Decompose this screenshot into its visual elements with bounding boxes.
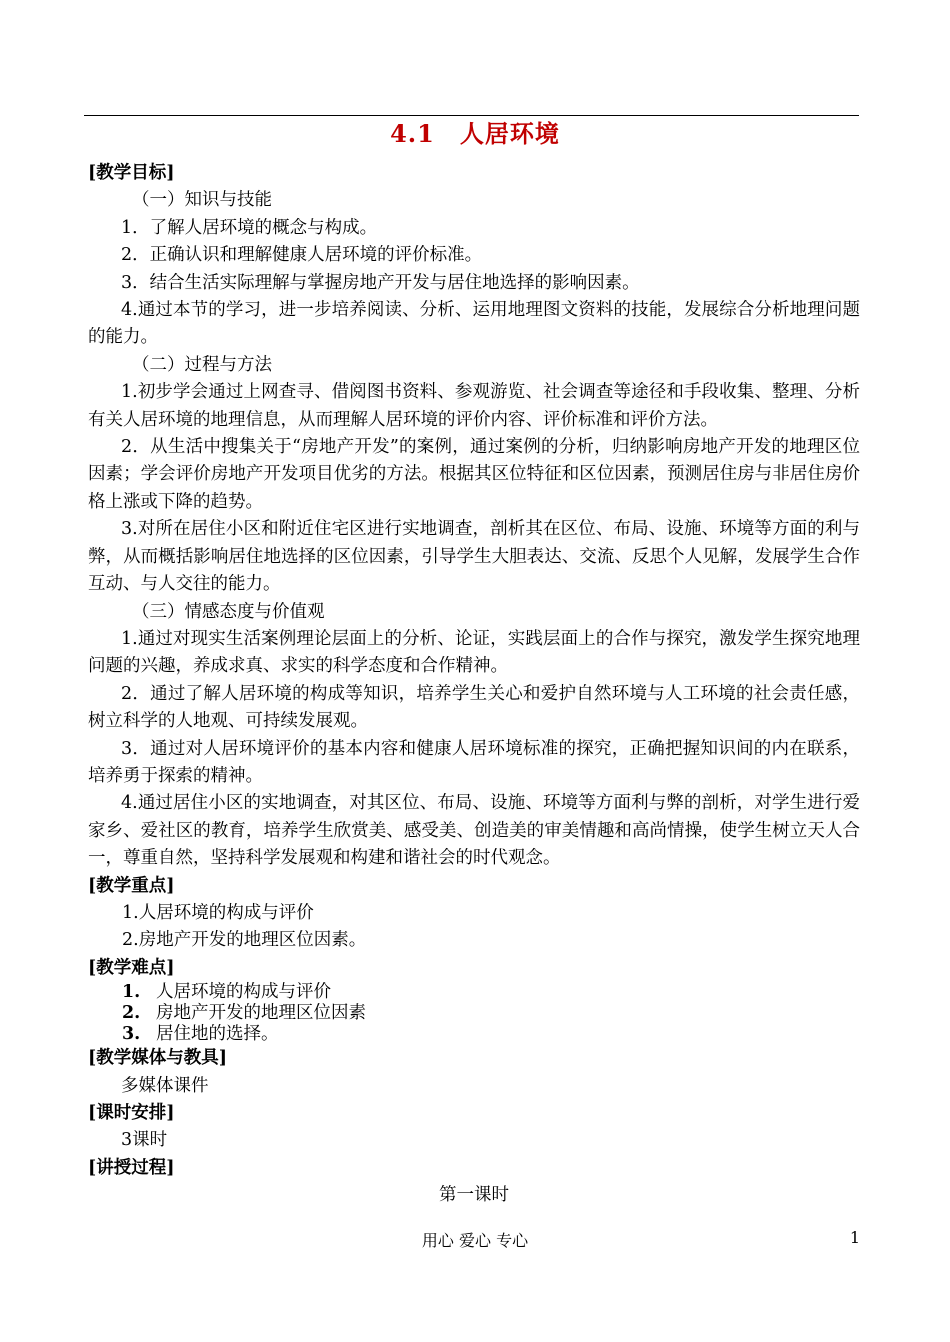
key-point-item: 2.房地产开发的地理区位因素。 (122, 930, 367, 951)
paragraph: 1.初步学会通过上网查寻、借阅图书资料、参观游览、社会调查等途径和手段收集、整理、分析有关人居环境的地理信息，从而理解人居环境的评价内容、评价标准和评价方法。 (88, 382, 860, 430)
difficulty-list (88, 982, 860, 1045)
key-point-item: 1.人居环境的构成与评价 (122, 902, 314, 923)
media-value: 多媒体课件 (121, 1075, 209, 1096)
footer-motto: 用心 爱心 专心 (421, 1231, 529, 1250)
section-heading-media: [教学媒体与教具] (88, 1048, 228, 1069)
list-item: 3. 居住地的选择。 (122, 1024, 279, 1045)
paragraph: 2．通过了解人居环境的构成等知识，培养学生关心和爱护自然环境与人工环境的社会责任感，树立科学的人地观、可持续发展观。 (88, 683, 860, 732)
paragraph: 3．结合生活实际理解与掌握房地产开发与居住地选择的影响因素。 (121, 272, 640, 293)
section-heading-goals: [教学目标] (88, 163, 175, 183)
subheading-attitude: （三）情感态度与价值观 (132, 601, 325, 622)
section-heading-hours: [课时安排] (88, 1103, 175, 1123)
subheading-knowledge: （一）知识与技能 (132, 190, 272, 211)
subheading-process: （二）过程与方法 (132, 354, 272, 375)
session-label: 第一课时 (439, 1185, 509, 1206)
hours-value: 3课时 (121, 1130, 168, 1151)
paragraph: 3．通过对人居环境评价的基本内容和健康人居环境标准的探究，正确把握知识间的内在联系，培养勇于探索的精神。 (88, 738, 860, 786)
page-title: 4.1 人居环境 (390, 119, 560, 148)
list-item: 1. 人居环境的构成与评价 (122, 982, 331, 1003)
paragraph: 3.对所在居住小区和附近住宅区进行实地调查，剖析其在区位、布局、设施、环境等方面的利与弊，从而概括影响居住地选择的区位因素，引导学生大胆表达、交流、反思个人见解，发展学生合作互动、与人交往的能力。 (88, 519, 860, 595)
paragraph: 1.通过对现实生活案例理论层面上的分析、论证，实践层面上的合作与探究，激发学生探究地理问题的兴趣，养成求真、求实的科学态度和合作精神。 (88, 628, 860, 677)
paragraph: 4.通过本节的学习，进一步培养阅读、分析、运用地理图文资料的技能，发展综合分析地理问题的能力。 (88, 300, 860, 348)
header-rule (84, 115, 859, 116)
section-heading-key: [教学重点] (88, 875, 175, 896)
page-number: 1 (849, 1228, 860, 1247)
paragraph: 2．从生活中搜集关于“房地产开发”的案例，通过案例的分析，归纳影响房地产开发的地理区位因素；学会评价房地产开发项目优劣的方法。根据其区位特征和区位因素，预测居住房与非居住房价格上涨或下降的趋势。 (88, 437, 860, 512)
lesson-content (88, 160, 860, 1210)
list-item: 2. 房地产开发的地理区位因素 (122, 1003, 366, 1024)
paragraph: 2．正确认识和理解健康人居环境的评价标准。 (121, 245, 483, 266)
section-heading-process: [讲授过程] (88, 1157, 175, 1178)
paragraph: 4.通过居住小区的实地调查，对其区位、布局、设施、环境等方面利与弊的剖析，对学生进行爱家乡、爱社区的教育，培养学生欣赏美、感受美、创造美的审美情趣和高尚情操，使学生树立天人合一，尊重自然，坚持科学发展观和构建和谐社会的时代观念。 (88, 793, 860, 869)
paragraph: 1．了解人居环境的概念与构成。 (121, 217, 378, 238)
section-heading-difficulty: [教学难点] (88, 957, 175, 978)
